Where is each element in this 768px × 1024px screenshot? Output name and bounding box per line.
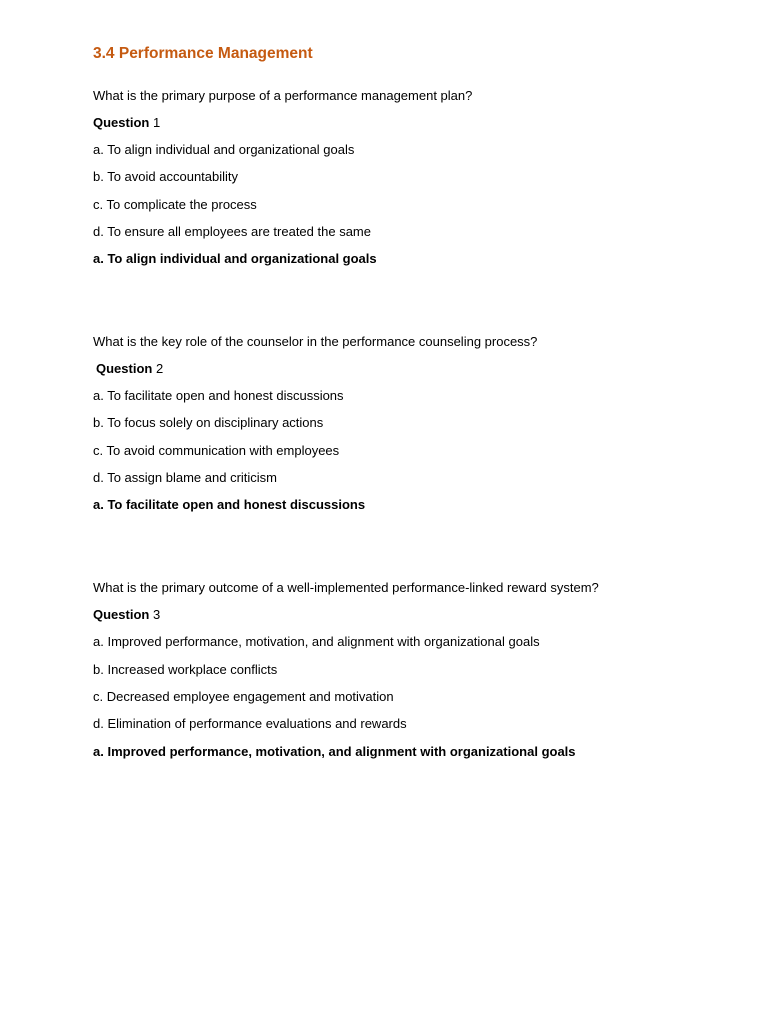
question-prompt: What is the primary outcome of a well-implemented performance-linked reward system? (93, 580, 599, 595)
option-c: c. To complicate the process (93, 197, 257, 212)
option-b: b. To focus solely on disciplinary actions (93, 415, 324, 430)
correct-answer: a. To align individual and organizational goals (93, 251, 377, 266)
question-number: 3 (152, 607, 161, 622)
option-d: d. To assign blame and criticism (93, 470, 278, 485)
option-a: a. To align individual and organizational goals (93, 142, 355, 157)
question-label (96, 360, 163, 378)
option-c: c. To avoid communication with employees (93, 443, 340, 458)
question-number: 1 (152, 115, 161, 130)
document-page (93, 0, 733, 1024)
question-number: 2 (155, 361, 164, 376)
option-b: b. To avoid accountability (93, 169, 239, 184)
option-a: a. Improved performance, motivation, and alignment with organizational goals (93, 634, 540, 649)
option-a: a. To facilitate open and honest discussions (93, 388, 344, 403)
question-label-word: Question (96, 361, 153, 376)
question-prompt: What is the primary purpose of a performance management plan? (93, 88, 473, 103)
question-label (93, 114, 160, 132)
question-prompt: What is the key role of the counselor in the performance counseling process? (93, 334, 538, 349)
option-b: b. Increased workplace conflicts (93, 662, 278, 677)
question-label (93, 606, 160, 624)
correct-answer: a. Improved performance, motivation, and alignment with organizational goals (93, 744, 576, 759)
option-d: d. To ensure all employees are treated the same (93, 224, 371, 239)
section-heading: 3.4 Performance Management (93, 45, 313, 62)
question-label-word: Question (93, 607, 150, 622)
option-d: d. Elimination of performance evaluations and rewards (93, 716, 407, 731)
question-label-word: Question (93, 115, 150, 130)
correct-answer: a. To facilitate open and honest discussions (93, 497, 366, 512)
option-c: c. Decreased employee engagement and motivation (93, 689, 394, 704)
